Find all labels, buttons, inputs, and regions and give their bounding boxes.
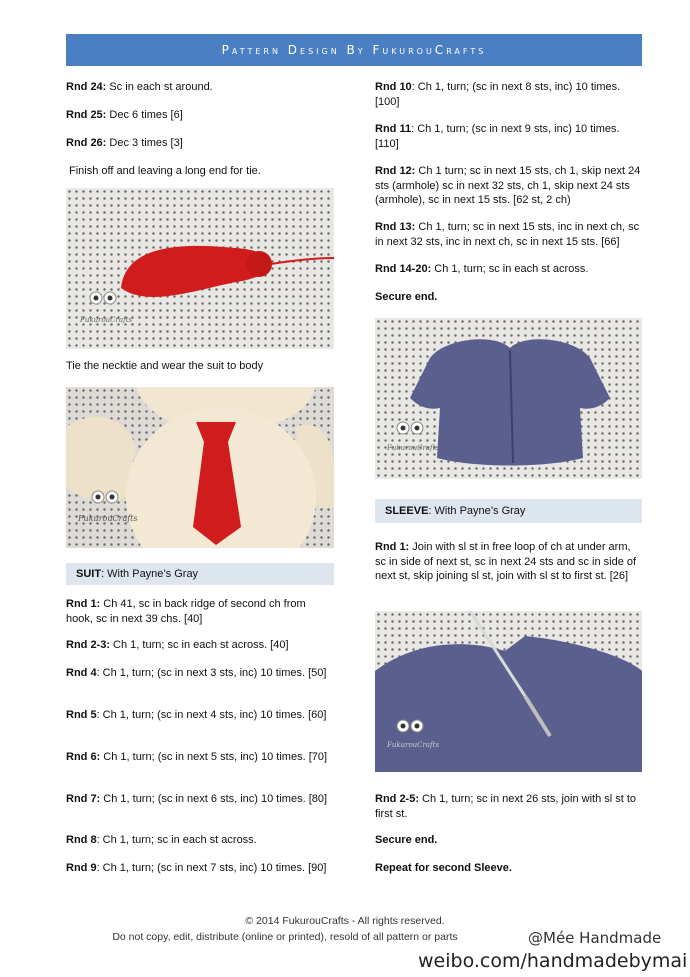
rnd-label: Rnd 10 — [375, 81, 412, 93]
rnd-11 — [375, 122, 643, 151]
owl-logo-icon — [395, 716, 425, 736]
owl-logo-icon — [88, 288, 118, 308]
photo-watermark: FukurouCrafts — [80, 316, 133, 324]
heading-label: SUIT — [76, 568, 102, 580]
suit-rnd-5 — [66, 708, 334, 723]
rnd-text: Ch 1, turn; sc in each st across. [40] — [110, 639, 289, 651]
finish-note: Finish off and leaving a long end for tie. — [69, 165, 261, 177]
rnd-text: : Ch 1, turn; (sc in next 3 sts, inc) 10 times. [50] — [96, 667, 327, 679]
rnd-text: Dec 3 times [3] — [106, 137, 183, 149]
suit-rnd-2-3 — [66, 638, 334, 653]
footer-notice: Do not copy, edit, distribute (online or printed), resold of all pattern or parts — [112, 931, 458, 943]
heading-text: : With Payne’s Gray — [101, 568, 199, 580]
suit-rnd-9 — [66, 861, 334, 876]
owl-logo-icon — [90, 487, 120, 507]
suit-rnd-4 — [66, 666, 334, 681]
tie-caption: Tie the necktie and wear the suit to body — [66, 360, 264, 372]
rnd-label: Rnd 1: — [66, 598, 101, 610]
rnd-text: Ch 1, turn; (sc in next 5 sts, inc) 10 times. [70] — [100, 751, 328, 763]
sleeve-heading — [375, 499, 642, 523]
rnd-label: Rnd 5 — [66, 709, 97, 721]
rnd-14-20 — [375, 262, 643, 277]
rnd-text: Ch 1, turn; sc in each st across. — [431, 263, 589, 275]
rnd-13 — [375, 220, 643, 249]
rnd-label: Rnd 1: — [375, 541, 410, 553]
vest-illustration — [375, 318, 642, 479]
rnd-label: Rnd 25: — [66, 109, 107, 121]
sleeve-fabric — [375, 636, 642, 772]
rnd-label: Rnd 2-5: — [375, 793, 419, 805]
rnd-text: : Ch 1, turn; sc in each st across. — [96, 834, 257, 846]
suit-rnd-8 — [66, 833, 334, 848]
rnd-label: Rnd 14-20: — [375, 263, 432, 275]
photo-watermark: FukurouCrafts — [387, 444, 440, 452]
rnd-text: : Ch 1, turn; (sc in next 7 sts, inc) 10 times. [90] — [96, 862, 327, 874]
rnd-label: Rnd 9 — [66, 862, 97, 874]
rnd-label: Rnd 7: — [66, 793, 101, 805]
repeat-note: Repeat for second Sleeve. — [375, 862, 512, 874]
heading-text: : With Payne’s Gray — [428, 505, 526, 517]
sleeve-photo — [375, 611, 642, 772]
tie-knot — [246, 251, 272, 277]
rnd-text: Ch 1, turn; sc in next 26 sts, join with sl st to first st. — [375, 793, 637, 820]
page-banner: Pattern Design By FukurouCrafts — [66, 34, 642, 66]
rnd-text: : Ch 1, turn; (sc in next 9 sts, inc) 10 times. [110] — [375, 123, 620, 150]
sleeve-rnd-1 — [375, 540, 643, 584]
rnd-25 — [66, 108, 334, 123]
rnd-text: Sc in each st around. — [106, 81, 213, 93]
sleeve-rnd-2-5 — [375, 792, 643, 821]
photo-watermark: FukurouCrafts — [387, 741, 440, 749]
rnd-label: Rnd 26: — [66, 137, 107, 149]
rnd-label: Rnd 13: — [375, 221, 416, 233]
bear-illustration — [66, 387, 334, 548]
rnd-12 — [375, 164, 643, 208]
rnd-text: Ch 41, sc in back ridge of second ch from hook, sc in next 39 chs. [40] — [66, 598, 306, 625]
bear-photo — [66, 387, 334, 548]
footer-copyright: © 2014 FukurouCrafts - All rights reserved. — [245, 915, 445, 927]
rnd-label: Rnd 2-3: — [66, 639, 110, 651]
rnd-label: Rnd 4 — [66, 667, 97, 679]
secure-end-2: Secure end. — [375, 834, 438, 846]
rnd-text: : Ch 1, turn; (sc in next 8 sts, inc) 10 times. [100] — [375, 81, 621, 108]
rnd-label: Rnd 12: — [375, 165, 416, 177]
suit-rnd-1 — [66, 597, 334, 626]
photo-watermark: FukurouCrafts — [78, 514, 138, 523]
rnd-26 — [66, 136, 334, 151]
rnd-text: Ch 1, turn; sc in next 15 sts, inc in next ch, sc in next 32 sts, inc in next ch, sc in next 15 sts. [66] — [375, 221, 640, 248]
rnd-label: Rnd 8 — [66, 834, 97, 846]
rnd-text: Join with sl st in free loop of ch at under arm, sc in side of next st, sc in next 24 sts and sc in side of next st, skip joining sl st, join with sl st to first st. [26] — [375, 541, 637, 582]
weibo-url: weibo.com/handmadebymai — [418, 950, 688, 972]
rnd-text: Ch 1 turn; sc in next 15 sts, ch 1, skip next 24 sts (armhole) sc in next 32 sts, ch 1, skip next 24 sts (armhole), sc in next 15 sts. [62 st, 2 ch) — [375, 165, 641, 206]
tie-yarn — [271, 258, 334, 264]
rnd-text: Dec 6 times [6] — [106, 109, 183, 121]
heading-label: SLEEVE — [385, 505, 429, 517]
suit-rnd-6 — [66, 750, 334, 765]
rnd-text: : Ch 1, turn; (sc in next 4 sts, inc) 10 times. [60] — [96, 709, 327, 721]
rnd-label: Rnd 24: — [66, 81, 107, 93]
rnd-10 — [375, 80, 643, 109]
necktie-illustration — [66, 188, 334, 349]
weibo-handle: @Mée Handmade — [528, 929, 662, 947]
rnd-24 — [66, 80, 334, 95]
secure-end-1: Secure end. — [375, 291, 438, 303]
rnd-text: Ch 1, turn; (sc in next 6 sts, inc) 10 times. [80] — [100, 793, 328, 805]
rnd-label: Rnd 11 — [375, 123, 412, 135]
suit-heading — [66, 563, 334, 585]
rnd-label: Rnd 6: — [66, 751, 101, 763]
necktie-photo — [66, 188, 334, 349]
vest-photo — [375, 318, 642, 479]
owl-logo-icon — [395, 418, 425, 438]
suit-rnd-7 — [66, 792, 334, 807]
